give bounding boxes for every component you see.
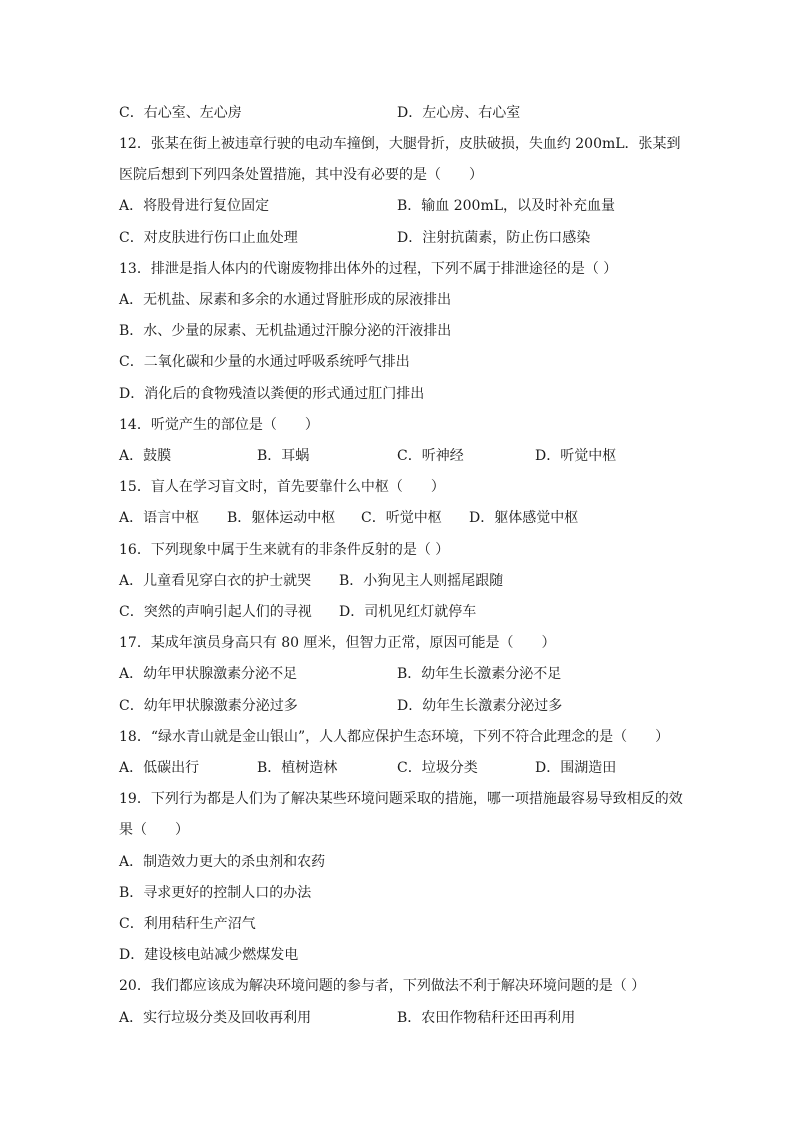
option-c: C．听神经 (397, 448, 464, 464)
option-a: A．低碳出行 (119, 760, 200, 776)
option-c: C．幼年甲状腺激素分泌过多 (119, 698, 298, 714)
option-a: A．儿童看见穿白衣的护士就哭 (119, 573, 312, 589)
question-12-text: 12．张某在街上被违章行驶的电动车撞倒，大腿骨折，皮肤破损，失血约 200mL．张某到 (119, 136, 681, 152)
question-13-option-a: A．无机盐、尿素和多余的水通过肾脏形成的尿液排出 (119, 292, 452, 308)
option-c: C．右心室、左心房 (119, 105, 242, 121)
question-19-option-c: C．利用秸秆生产沼气 (119, 916, 256, 932)
option-c: C．听觉中枢 (361, 510, 442, 526)
option-b: B．幼年生长激素分泌不足 (397, 666, 562, 682)
option-b: B．植树造林 (257, 760, 338, 776)
option-b: B．小狗见主人则摇尾跟随 (339, 573, 504, 589)
option-d: D．司机见红灯就停车 (339, 604, 477, 620)
option-c: C．垃圾分类 (397, 760, 478, 776)
question-14-text: 14．听觉产生的部位是（ ） (119, 417, 319, 433)
question-19-text: 19．下列行为都是人们为了解决某些环境问题采取的措施，哪一项措施最容易导致相反的效 (119, 791, 683, 807)
question-12-text-cont: 医院后想到下列四条处置措施，其中没有必要的是（ ） (119, 167, 483, 183)
question-20-text: 20．我们都应该成为解决环境问题的参与者，下列做法不利于解决环境问题的是（ ） (119, 978, 646, 994)
option-c: C．突然的声响引起人们的寻视 (119, 604, 312, 620)
option-b: B．农田作物秸秆还田再利用 (397, 1010, 576, 1026)
option-a: A．鼓膜 (119, 448, 172, 464)
option-d: D．围湖造田 (535, 760, 617, 776)
option-a: A．语言中枢 (119, 510, 200, 526)
option-a: A．幼年甲状腺激素分泌不足 (119, 666, 298, 682)
question-19-text-cont: 果（ ） (119, 822, 189, 838)
question-18-text: 18．“绿水青山就是金山银山”，人人都应保护生态环境，下列不符合此理念的是（ ） (119, 729, 670, 745)
question-13-option-d: D．消化后的食物残渣以粪便的形式通过肛门排出 (119, 386, 425, 402)
option-c: C．对皮肤进行伤口止血处理 (119, 230, 298, 246)
question-15-text: 15．盲人在学习盲文时，首先要靠什么中枢（ ） (119, 479, 445, 495)
option-b: B．耳蜗 (257, 448, 310, 464)
option-d: D．注射抗菌素，防止伤口感染 (397, 230, 591, 246)
option-d: D．躯体感觉中枢 (469, 510, 579, 526)
question-13-option-b: B．水、少量的尿素、无机盐通过汗腺分泌的汗液排出 (119, 323, 452, 339)
option-b: B．输血 200mL，以及时补充血量 (397, 198, 616, 214)
question-19-option-a: A．制造效力更大的杀虫剂和农药 (119, 854, 326, 870)
option-d: D．听觉中枢 (535, 448, 617, 464)
option-d: D．左心房、右心室 (397, 105, 521, 121)
question-16-text: 16．下列现象中属于生来就有的非条件反射的是（ ） (119, 542, 450, 558)
option-d: D．幼年生长激素分泌过多 (397, 698, 563, 714)
question-17-text: 17．某成年演员身高只有 80 厘米，但智力正常，原因可能是（ ） (119, 635, 556, 651)
question-19-option-d: D．建设核电站减少燃煤发电 (119, 947, 299, 963)
option-a: A．实行垃圾分类及回收再利用 (119, 1010, 312, 1026)
question-13-option-c: C．二氧化碳和少量的水通过呼吸系统呼气排出 (119, 354, 410, 370)
question-13-text: 13．排泄是指人体内的代谢废物排出体外的过程，下列不属于排泄途径的是（ ） (119, 261, 618, 277)
option-a: A．将股骨进行复位固定 (119, 198, 270, 214)
option-b: B．躯体运动中枢 (227, 510, 336, 526)
question-19-option-b: B．寻求更好的控制人口的办法 (119, 885, 312, 901)
